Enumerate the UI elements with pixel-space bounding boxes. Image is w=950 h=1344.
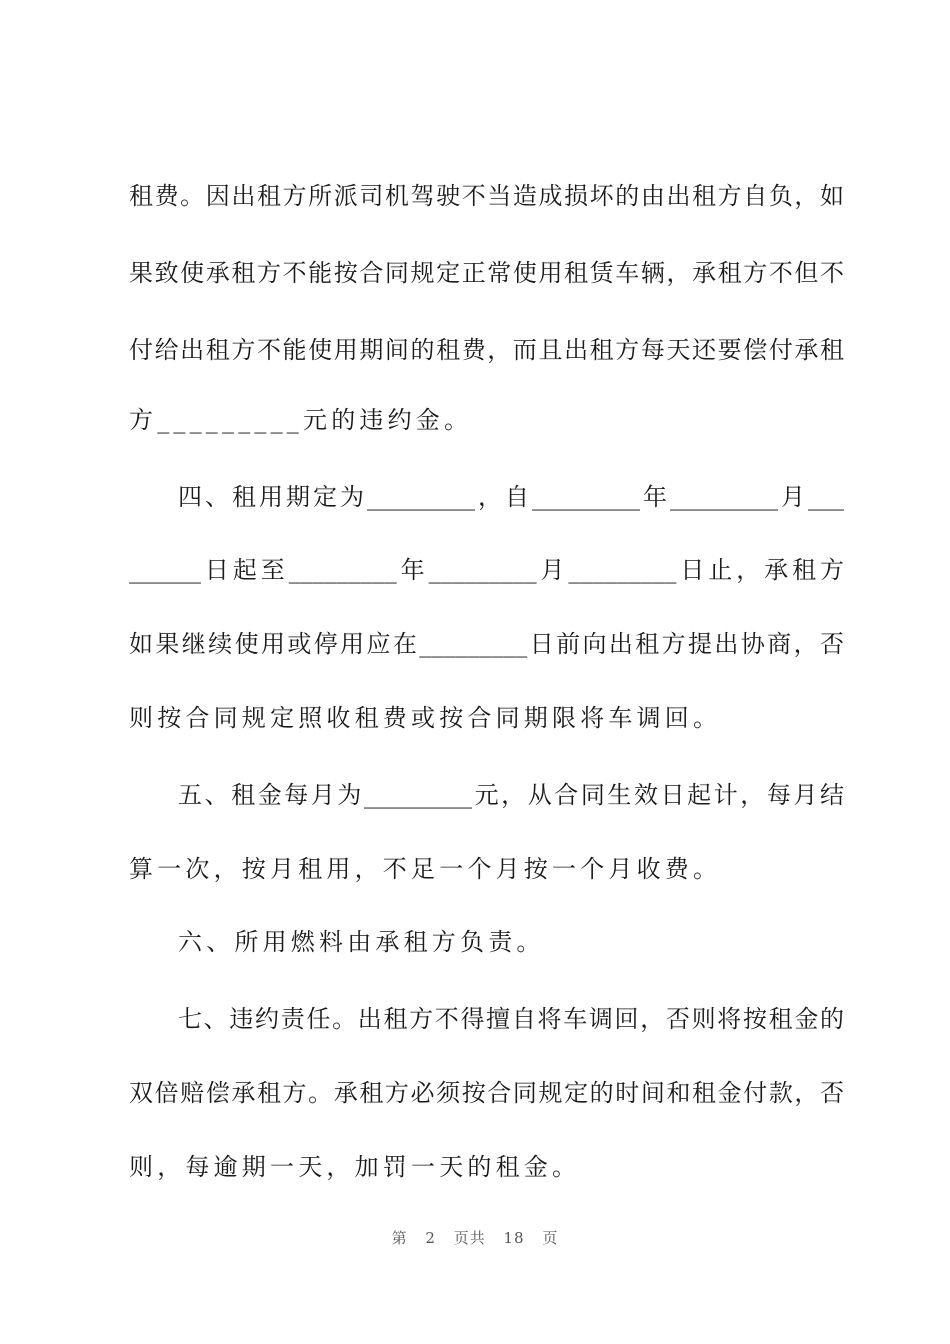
paragraph-7-start: 七、违约责任。出租方不得擅自将车调回，否则将按租金的	[178, 1005, 844, 1033]
text-line: 双倍赔偿承租方。承租方必须按合同规定的时间和租金付款，否	[129, 1079, 844, 1107]
text-line: ______日起至_________年_________月_________日止，承租方	[129, 556, 844, 584]
text-line: 则按合同规定照收租费或按合同期限将车调回。	[129, 704, 722, 732]
text-line: 方_________元的违约金。	[129, 406, 473, 434]
page-footer	[0, 1227, 950, 1248]
text-line: 付给出租方不能使用期间的租费，而且出租方每天还要偿付承租	[129, 336, 844, 364]
paragraph-6-start: 六、所用燃料由承租方负责。	[178, 928, 545, 956]
footer-current-page: 2	[425, 1229, 436, 1247]
footer-total-pages: 18	[503, 1229, 525, 1247]
footer-prefix: 第	[391, 1229, 408, 1247]
footer-suffix: 页	[542, 1229, 559, 1247]
paragraph-5-start: 五、租金每月为_________元，从合同生效日起计，每月结	[178, 781, 844, 809]
paragraph-4-start: 四、租用期定为_________，自_________年_________月___	[178, 483, 844, 511]
text-line: 果致使承租方不能按合同规定正常使用租赁车辆，承租方不但不	[129, 259, 844, 287]
text-line: 如果继续使用或停用应在_________日前向出租方提出协商，否	[129, 630, 844, 658]
text-line: 则，每逾期一天，加罚一天的租金。	[129, 1153, 581, 1181]
text-line: 租费。因出租方所派司机驾驶不当造成损坏的由出租方自负，如	[129, 182, 844, 210]
text-line: 算一次，按月租用，不足一个月按一个月收费。	[129, 855, 722, 883]
footer-middle: 页共	[453, 1229, 486, 1247]
